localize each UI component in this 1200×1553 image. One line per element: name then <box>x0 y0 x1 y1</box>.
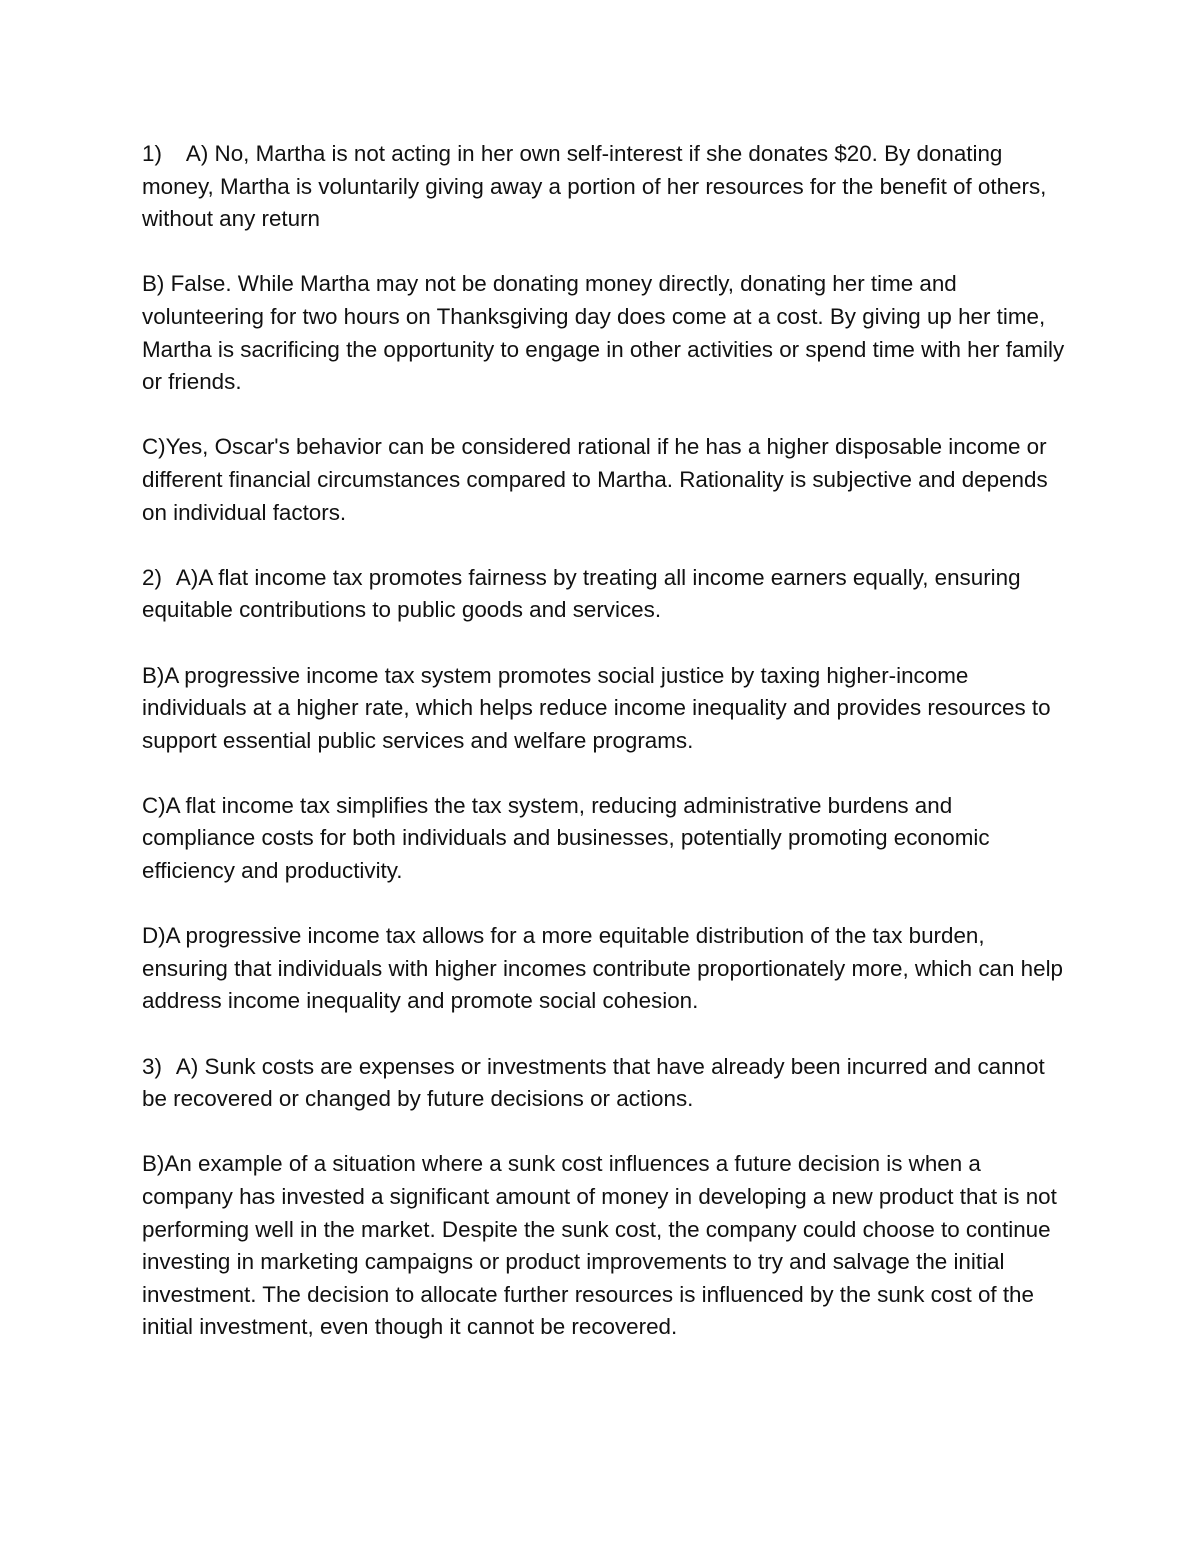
q1-answer-a <box>142 138 1067 236</box>
q3-answer-b: B)An example of a situation where a sunk cost influences a future decision is when a company has invested a significant amount of money in developing a new product that is not performing well in the market. Despite the sunk cost, the company could choose to continue investing in marketing campaigns or product improvements to try and salvage the initial investment. The decision to allocate further resources is influenced by the sunk cost of the initial investment, even though it cannot be recovered. <box>142 1151 1057 1340</box>
document-body <box>142 138 1067 1344</box>
q3-answer-a <box>142 1051 1067 1116</box>
q2-number: 2) <box>142 564 162 590</box>
q2-answer-d: D)A progressive income tax allows for a more equitable distribution of the tax burden, ensuring that individuals with higher incomes contribute proportionately more, which can help address income inequality and promote social cohesion. <box>142 923 1064 1014</box>
q2-answer-b: B)A progressive income tax system promotes social justice by taxing higher-income individuals at a higher rate, which helps reduce income inequality and provides resources to support essential public services and welfare programs. <box>142 662 1051 753</box>
q2-answer-a <box>142 562 1067 627</box>
q1-answer-a-text: A) No, Martha is not acting in her own self-interest if she donates $20. By donating money, Martha is voluntarily giving away a portion of her resources for the benefit of others, without any return <box>142 141 1047 232</box>
q3-answer-a-text: A) Sunk costs are expenses or investments that have already been incurred and cannot be recovered or changed by future decisions or actions. <box>142 1053 1045 1112</box>
q1-answer-c: C)Yes, Oscar's behavior can be considered rational if he has a higher disposable income or different financial circumstances compared to Martha. Rationality is subjective and depends on individual factors. <box>142 434 1048 525</box>
q1-answer-b: B) False. While Martha may not be donating money directly, donating her time and volunteering for two hours on Thanksgiving day does come at a cost. By giving up her time, Martha is sacrificing the opportunity to engage in other activities or spend time with her family or friends. <box>142 271 1065 395</box>
q1-number: 1) <box>142 141 162 166</box>
q2-answer-a-text: A)A flat income tax promotes fairness by treating all income earners equally, ensuring equitable contributions to public goods and services. <box>142 564 1021 623</box>
q3-number: 3) <box>142 1053 162 1079</box>
q2-answer-c: C)A flat income tax simplifies the tax system, reducing administrative burdens and compliance costs for both individuals and businesses, potentially promoting economic efficiency and productivity. <box>142 792 990 884</box>
